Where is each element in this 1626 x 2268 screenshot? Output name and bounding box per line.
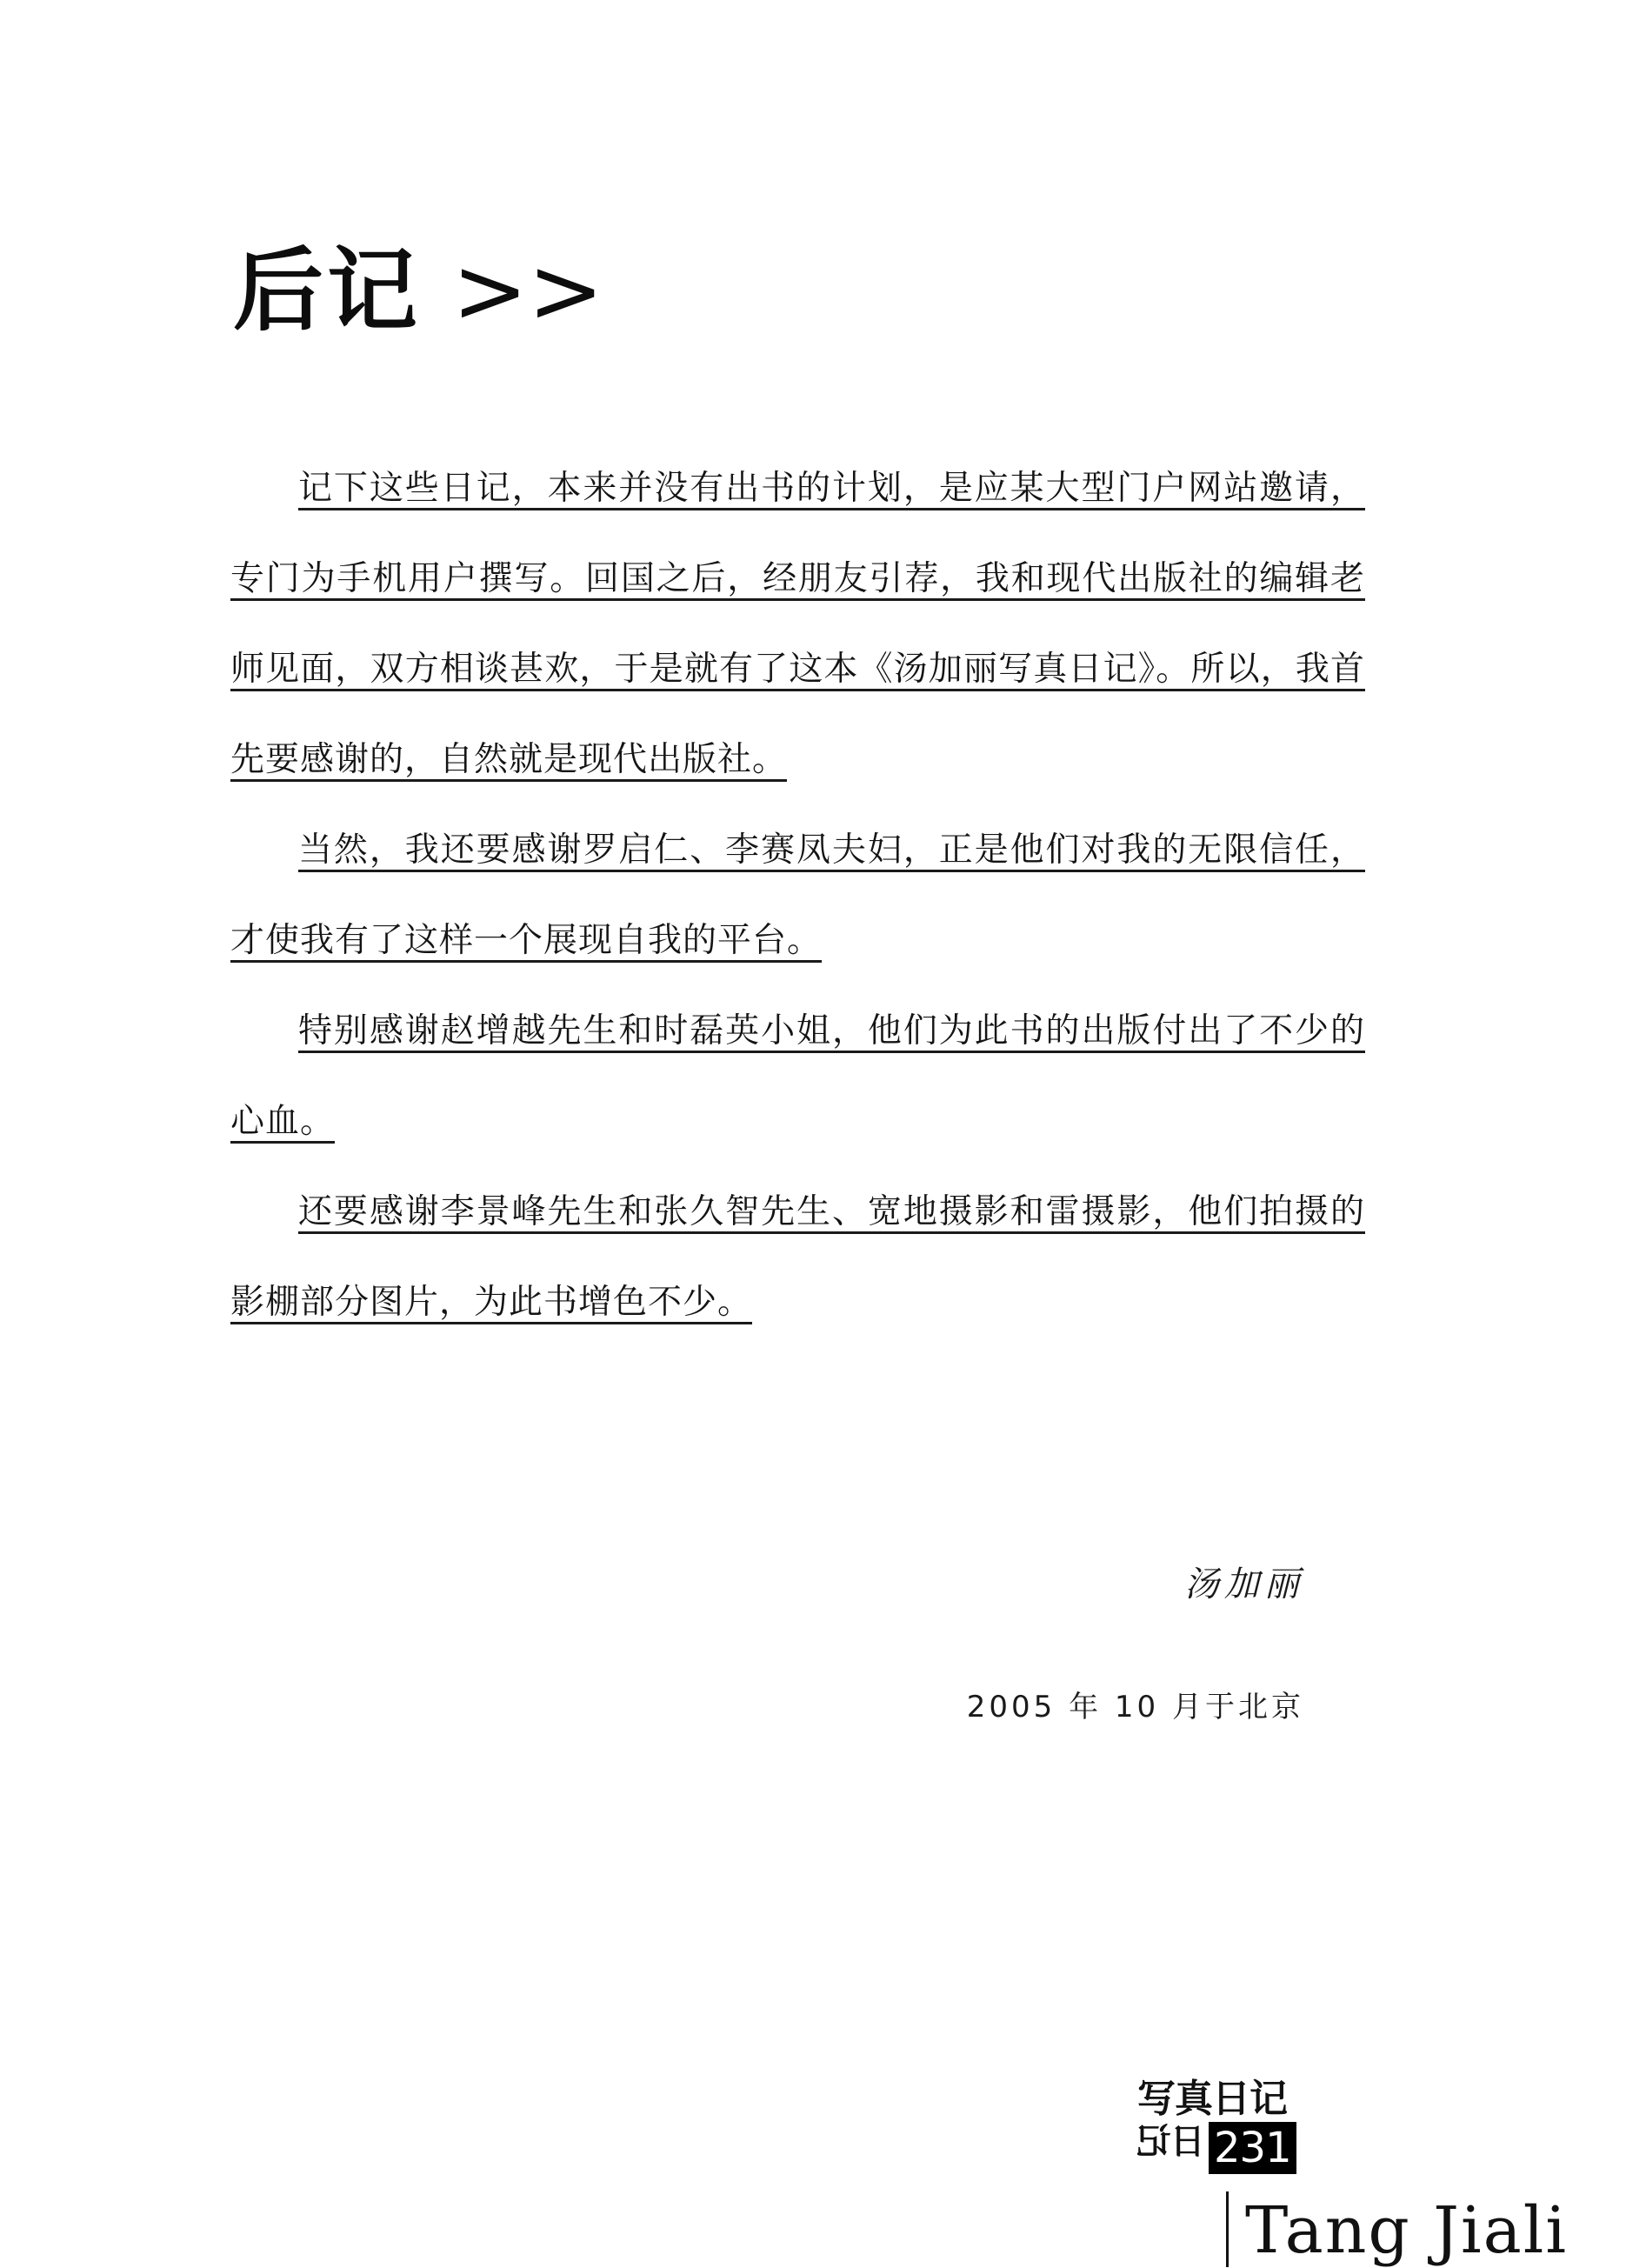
page-title <box>233 237 604 344</box>
author-signature: 汤加丽 <box>1184 1564 1304 1604</box>
series-title-mirrored: 日记 <box>1137 2122 1205 2162</box>
paragraph-4 <box>230 1167 1365 1348</box>
page-number: 231 <box>1209 2122 1296 2174</box>
series-title: 写真日记 <box>1137 2077 1287 2121</box>
footer-brand-row <box>1137 2122 1311 2174</box>
footer-divider <box>1226 2191 1229 2267</box>
page-title-text: 后记 <box>233 237 422 344</box>
footer-brand <box>1137 2078 1311 2174</box>
paragraph-3 <box>230 986 1365 1167</box>
paragraph-1-text: 记下这些日记，本来并没有出书的计划，是应某大型门户网站邀请，专门为手机用户撰写。回国之后，经朋友引荐，我和现代出版社的编辑老师见面，双方相谈甚欢，于是就有了这本《汤加丽写真日记》。所以，我首先要感谢的，自然就是现代出版社。 <box>230 469 1365 779</box>
date-location: 2005 年 10 月于北京 <box>966 1690 1304 1724</box>
paragraph-2-text: 当然，我还要感谢罗启仁、李赛凤夫妇，正是他们对我的无限信任，才使我有了这样一个展现自我的平台。 <box>230 830 1365 960</box>
paragraph-3-text: 特别感谢赵增越先生和时磊英小姐，他们为此书的出版付出了不少的心血。 <box>230 1011 1365 1141</box>
title-arrows: >> <box>452 237 604 344</box>
paragraph-2 <box>230 805 1365 986</box>
paragraph-1 <box>230 444 1365 805</box>
afterword-body <box>230 444 1365 1348</box>
paragraph-4-text: 还要感谢李景峰先生和张久智先生、宽地摄影和雷摄影，他们拍摄的影棚部分图片，为此书增色不少。 <box>230 1192 1365 1322</box>
footer-author-name: Tang Jiali <box>1245 2193 1569 2268</box>
